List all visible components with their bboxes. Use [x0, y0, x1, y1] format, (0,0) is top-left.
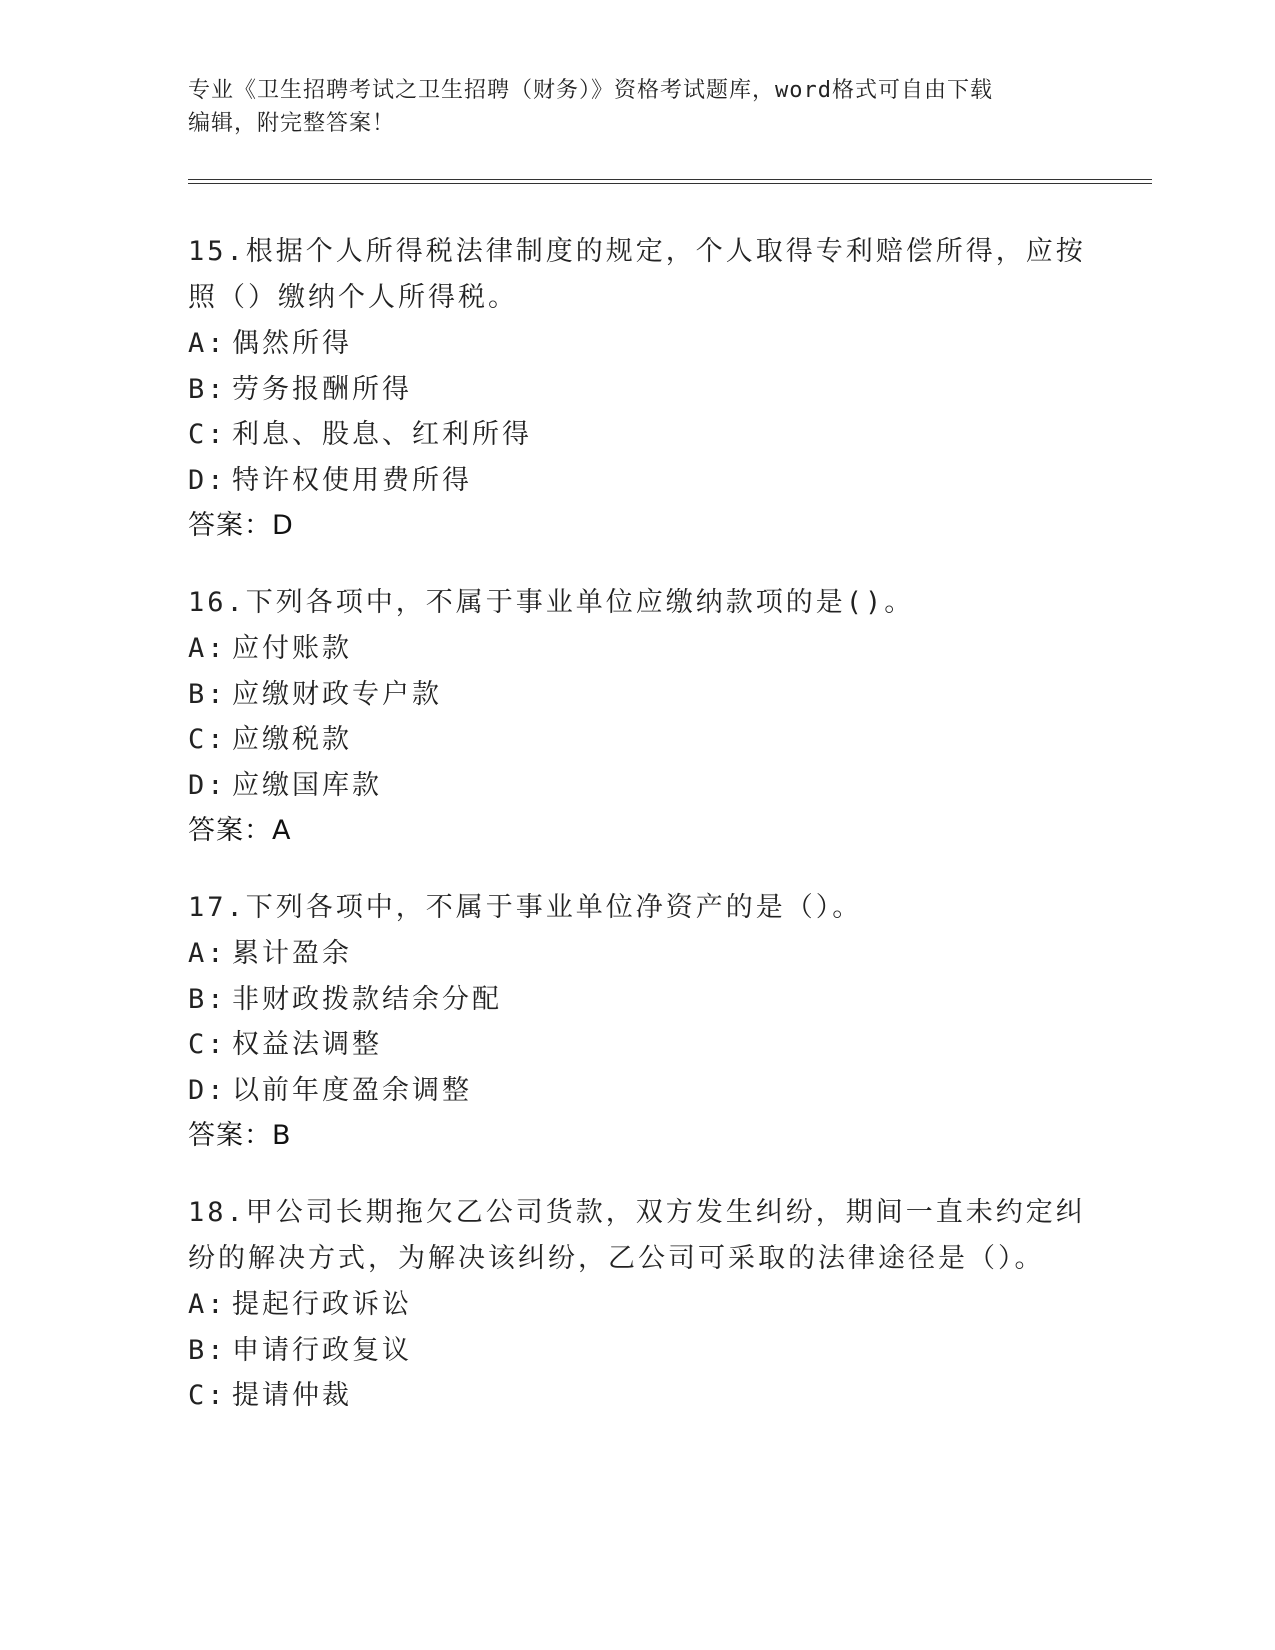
option-text: 应缴税款: [232, 724, 352, 755]
option-text: 应缴国库款: [232, 769, 382, 801]
option-key: D:: [188, 769, 227, 801]
question-stem: 18.甲公司长期拖欠乙公司货款，双方发生纠纷，期间一直未约定纠纷的解决方式，为解决该纠纷，乙公司可采取的法律途径是（）。: [188, 1197, 1086, 1274]
question-stem: 15.根据个人所得税法律制度的规定，个人取得专利赔偿所得，应按照（）缴纳个人所得税。: [188, 236, 1086, 313]
option-b: [188, 977, 1088, 1023]
option-key: A:: [188, 633, 227, 664]
option-b: [188, 367, 1088, 413]
option-key: D:: [188, 464, 227, 496]
option-text: 以前年度盈余调整: [232, 1074, 472, 1106]
question-16: [188, 580, 1088, 854]
option-text: 特许权使用费所得: [232, 464, 472, 496]
option-key: C:: [188, 1029, 227, 1060]
option-text: 利息、股息、红利所得: [232, 419, 532, 450]
option-text: 应缴财政专户款: [232, 678, 442, 710]
option-key: B:: [188, 373, 227, 405]
option-key: C:: [188, 1380, 227, 1411]
option-b: [188, 1328, 1088, 1374]
question-15: [188, 229, 1088, 549]
header-line-1: 专业《卫生招聘考试之卫生招聘（财务）》资格考试题库，word格式可自由下载: [188, 78, 993, 103]
option-key: A:: [188, 1289, 227, 1320]
header-divider-bottom: [188, 183, 1152, 184]
option-text: 偶然所得: [232, 328, 352, 359]
option-d: [188, 458, 1088, 504]
option-text: 权益法调整: [232, 1029, 382, 1060]
question-17: [188, 885, 1088, 1159]
option-text: 申请行政复议: [232, 1334, 412, 1366]
option-key: B:: [188, 678, 227, 710]
answer-line: 答案：B: [188, 1120, 292, 1151]
option-key: D:: [188, 1074, 227, 1106]
answer-line: 答案：D: [188, 510, 294, 541]
option-c: [188, 1022, 1088, 1068]
option-a: [188, 321, 1088, 367]
option-key: A:: [188, 328, 227, 359]
option-c: [188, 412, 1088, 458]
option-a: [188, 931, 1088, 977]
option-d: [188, 763, 1088, 809]
header-line-2: 编辑，附完整答案！: [188, 111, 396, 136]
answer-line: 答案：A: [188, 815, 292, 846]
option-text: 累计盈余: [232, 938, 352, 969]
option-key: C:: [188, 419, 227, 450]
option-key: C:: [188, 724, 227, 755]
option-c: [188, 1373, 1088, 1419]
option-text: 提请仲裁: [232, 1380, 352, 1411]
option-a: [188, 1282, 1088, 1328]
question-stem: 17.下列各项中，不属于事业单位净资产的是（）。: [188, 892, 863, 923]
option-text: 劳务报酬所得: [232, 373, 412, 405]
option-c: [188, 717, 1088, 763]
option-d: [188, 1068, 1088, 1114]
document-header-note: [188, 74, 1088, 140]
option-key: B:: [188, 983, 227, 1015]
question-18: [188, 1190, 1088, 1419]
option-text: 提起行政诉讼: [232, 1289, 412, 1320]
question-stem: 16.下列各项中，不属于事业单位应缴纳款项的是()。: [188, 587, 915, 618]
header-divider-top: [188, 179, 1152, 180]
option-key: A:: [188, 938, 227, 969]
option-text: 应付账款: [232, 633, 352, 664]
option-b: [188, 672, 1088, 718]
option-a: [188, 626, 1088, 672]
option-text: 非财政拨款结余分配: [232, 983, 502, 1015]
option-key: B:: [188, 1334, 227, 1366]
